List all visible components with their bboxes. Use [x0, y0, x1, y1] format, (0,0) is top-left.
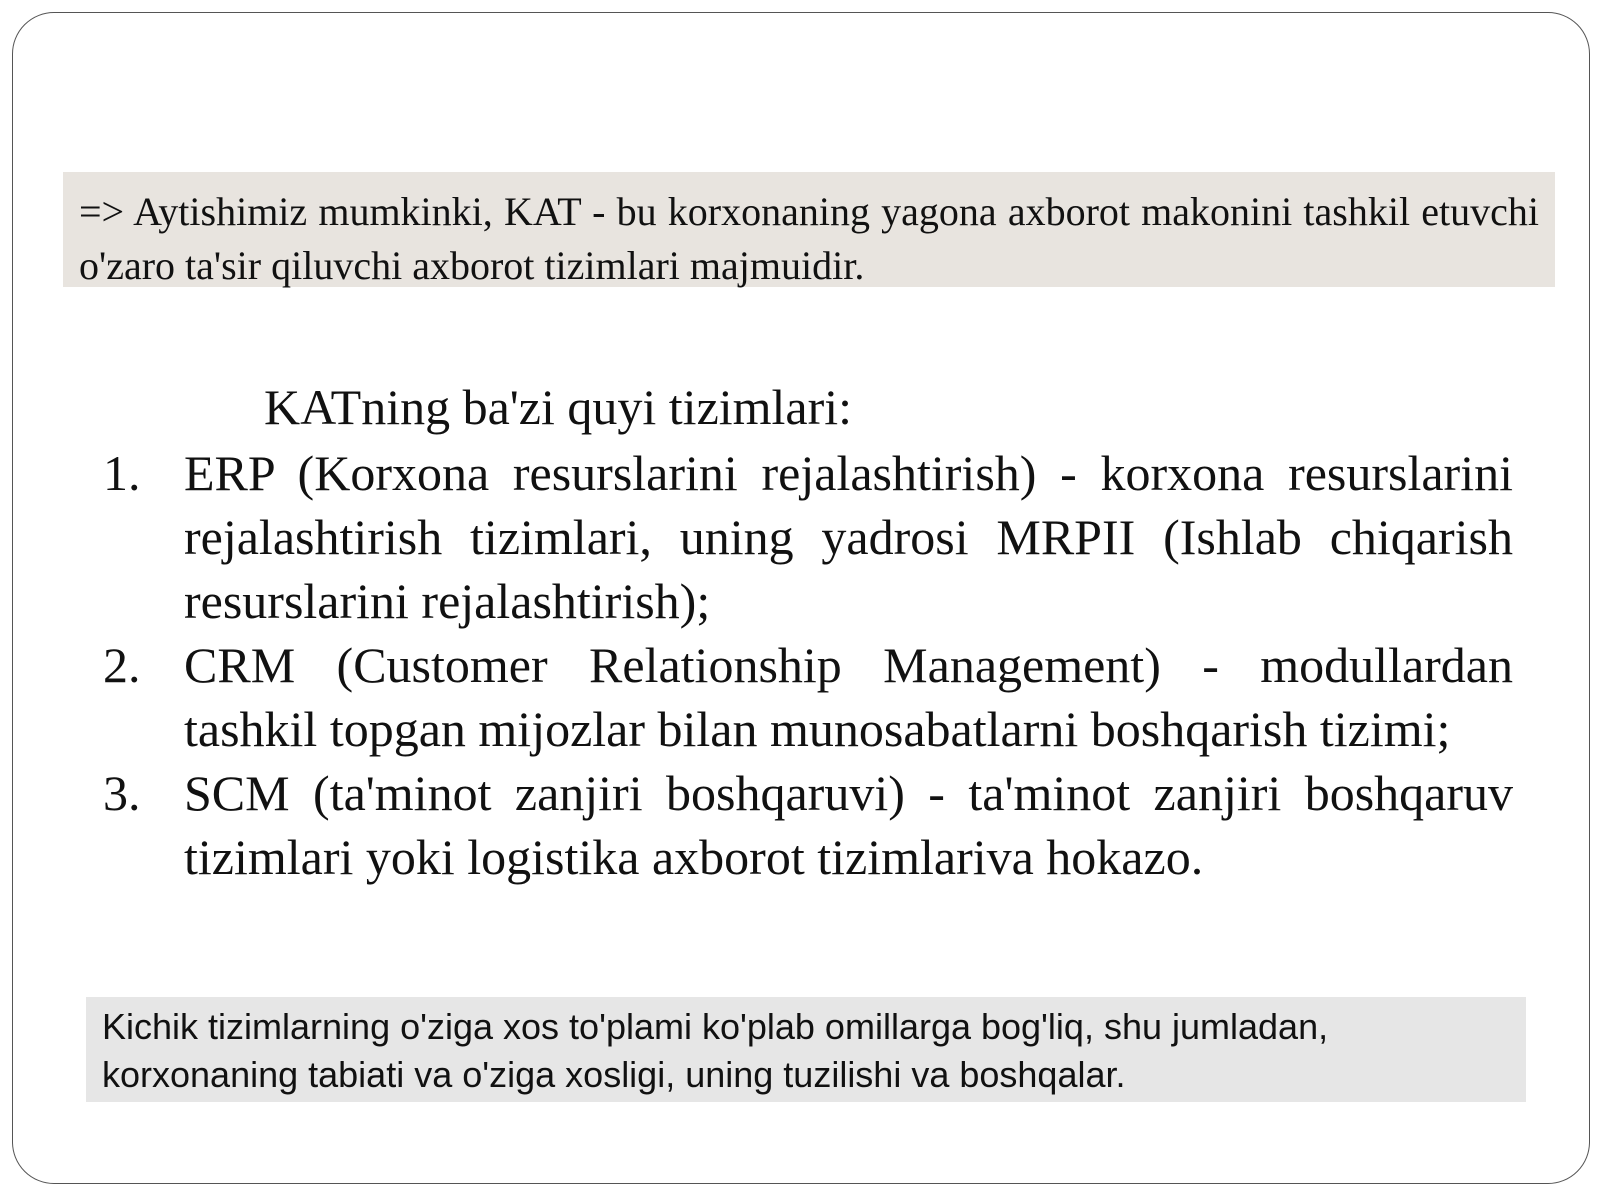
- subsystems-title: KATning ba'zi quyi tizimlari:: [264, 379, 853, 435]
- bottom-note: [86, 997, 1526, 1102]
- list-item-number: 1.: [103, 445, 141, 501]
- top-note-text: => Aytishimiz mumkinki, KAT - bu korxonaning yagona axborot makonini tashkil etuvchi o'zaro ta'sir qiluvchi axborot tizimlari majmuidir.: [79, 189, 1539, 288]
- subsystems-section: [103, 375, 1513, 889]
- list-item-text: CRM (Customer Relationship Management) - modullardan tashkil topgan mijozlar bilan munosabatlarni boshqarish tizimi;: [184, 637, 1513, 757]
- bottom-note-text: Kichik tizimlarning o'ziga xos to'plami ko'plab omillarga bog'liq, shu jumladan, korxonaning tabiati va o'ziga xosligi, uning tuzilishi va boshqalar.: [102, 1006, 1329, 1095]
- list-item-number: 3.: [103, 765, 141, 821]
- list-item-text: ERP (Korxona resurslarini rejalashtirish) - korxona resurslarini rejalashtirish tizimlari, uning yadrosi MRPII (Ishlab chiqarish resurslarini rejalashtirish);: [184, 445, 1513, 629]
- top-note: [63, 172, 1555, 287]
- list-item-crm: [103, 633, 1513, 761]
- list-item-number: 2.: [103, 637, 141, 693]
- list-item-text: SCM (ta'minot zanjiri boshqaruvi) - ta'minot zanjiri boshqaruv tizimlari yoki logistika axborot tizimlariva hokazo.: [184, 765, 1513, 885]
- list-item-scm: [103, 761, 1513, 889]
- subsystems-list: [103, 441, 1513, 889]
- list-item-erp: [103, 441, 1513, 633]
